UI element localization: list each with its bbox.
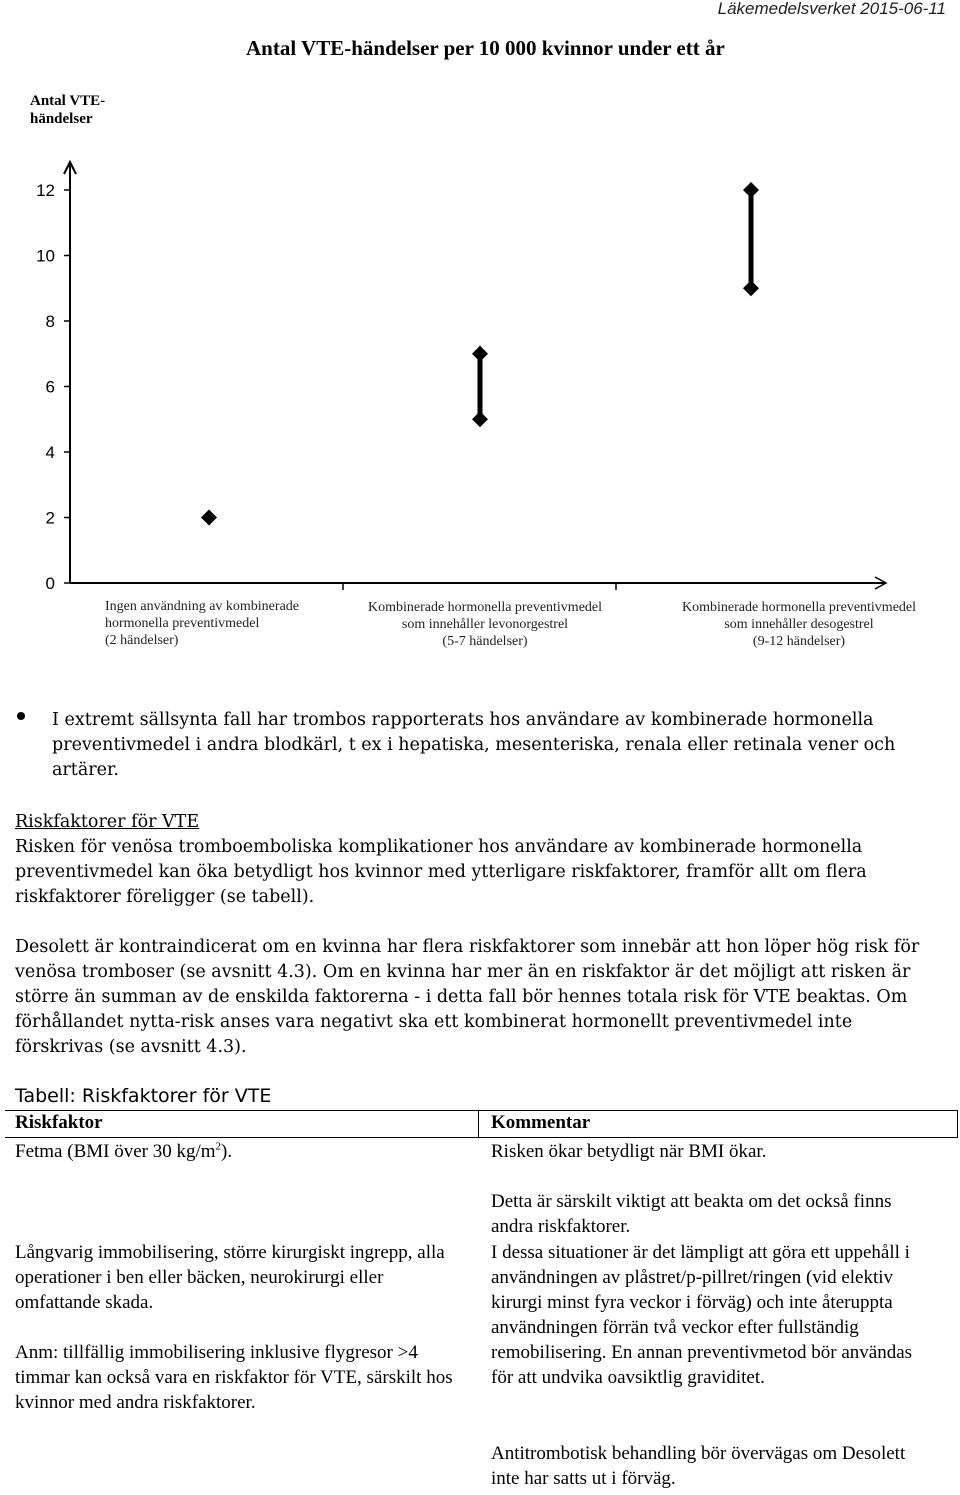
bullet-dot — [17, 712, 25, 720]
table-top-border — [5, 1110, 958, 1111]
risk-heading: Riskfaktorer för VTE — [15, 812, 200, 832]
risk-section — [15, 810, 945, 910]
category-label-line: som innehåller levonorgestrel — [401, 617, 569, 632]
table-header-border — [5, 1137, 958, 1138]
category-label-line: Kombinerade hormonella preventivmedel — [367, 600, 603, 615]
table-header-riskfaktor: Riskfaktor — [15, 1112, 103, 1133]
y-tick-label: 8 — [45, 312, 55, 331]
y-tick-label: 10 — [36, 246, 55, 266]
bullet-text: I extremt sällsynta fall har trombos rapporterats hos användare av kombinerade hormonella preventivmedel i andra blodkärl, t ex i hepatiska, mesenteriska, renala eller retinala vener och artärer. — [52, 710, 896, 780]
category-label-desogestrel — [663, 599, 935, 650]
risk-paragraph-2: Desolett är kontraindicerat om en kvinna har flera riskfaktorer som innebär att hon löper hög risk för venösa tromboser (se avsnitt 4.3). Om en kvinna har mer än en riskfaktor är det möjligt att risken är större än summan av de enskilda faktorerna - i detta fall bör hennes totala risk för VTE beaktas. Om förhållandet nytta-risk anses vara negativt ska ett kombinerat hormonellt preventivmedel inte förskrivas (se avsnitt 4.3). — [15, 937, 920, 1057]
category-label-line: (2 händelser) — [105, 633, 179, 648]
chart-title: Antal VTE-händelser per 10 000 kvinnor under ett år — [246, 36, 725, 60]
category-label-levonorgestrel — [350, 599, 620, 650]
category-label-none — [105, 598, 299, 649]
category-label-line: Kombinerade hormonella preventivmedel — [681, 600, 917, 615]
range-low-marker — [743, 280, 759, 296]
y-axis-label: Antal VTE-händelser — [30, 93, 106, 127]
table-title: Tabell: Riskfaktorer för VTE — [15, 1085, 272, 1107]
category-label-line: (9-12 händelser) — [752, 634, 846, 649]
table-cell-obesity — [15, 1139, 465, 1164]
range-high-marker — [472, 346, 488, 362]
category-label-line: (5-7 händelser) — [442, 634, 528, 649]
table-cell-immobilization-comment-2: Antitrombotisk behandling bör övervägas om Desolett inte har satts ut i förväg. — [491, 1443, 906, 1489]
table-header-kommentar: Kommentar — [491, 1112, 591, 1133]
range-high-marker — [743, 182, 759, 198]
table-cell-obesity-comment-1: Risken ökar betydligt när BMI ökar. — [491, 1141, 767, 1162]
y-tick-label: 6 — [45, 377, 55, 397]
y-tick-label: 0 — [45, 574, 55, 593]
category-label-line: Ingen användning av kombinerade — [105, 599, 299, 614]
point-marker — [201, 510, 217, 526]
obesity-superscript: 2 — [215, 1140, 222, 1153]
range-low-marker — [472, 411, 488, 427]
y-tick-label: 12 — [36, 181, 55, 200]
category-label-line: som innehåller desogestrel — [724, 617, 874, 632]
vte-range-chart — [0, 150, 960, 610]
obesity-text-end: ). — [221, 1141, 233, 1162]
table-cell-obesity-comment-2: Detta är särskilt viktigt att beakta om det också finns andra riskfaktorer. — [491, 1191, 892, 1237]
y-tick-label: 4 — [45, 443, 55, 462]
table-cell-immobilization-note: Anm: tillfällig immobilisering inklusive flygresor >4 timmar kan också vara en riskfaktor för VTE, särskilt hos kvinnor med andra riskfaktorer. — [15, 1342, 453, 1413]
table-right-border — [957, 1110, 958, 1137]
table-cell-immobilization: Långvarig immobilisering, större kirurgiskt ingrepp, alla operationer i ben eller bäcken, neurokirurgi eller omfattande skada. — [15, 1242, 445, 1313]
category-label-line: hormonella preventivmedel — [105, 616, 260, 631]
table-cell-immobilization-comment-1: I dessa situationer är det lämpligt att göra ett uppehåll i användningen av plåstret/p-pillret/ringen (vid elektiv kirurgi minst fyra veckor i förväg) och inte återuppta användningen förrän två veckor efter fullständig remobilisering. En annan preventivmetod bör användas för att undvika oavsiktlig graviditet. — [491, 1242, 913, 1388]
obesity-text: Fetma (BMI över 30 kg/m — [15, 1141, 216, 1162]
y-tick-label: 2 — [45, 508, 55, 528]
risk-paragraph-1: Risken för venösa tromboemboliska komplikationer hos användare av kombinerade hormonella preventivmedel kan öka betydligt hos kvinnor med ytterligare riskfaktorer, framför allt om flera riskfaktorer föreligger (se tabell). — [15, 837, 867, 907]
table-column-divider — [478, 1110, 479, 1137]
source-header: Läkemedelsverket 2015-06-11 — [717, 0, 946, 18]
